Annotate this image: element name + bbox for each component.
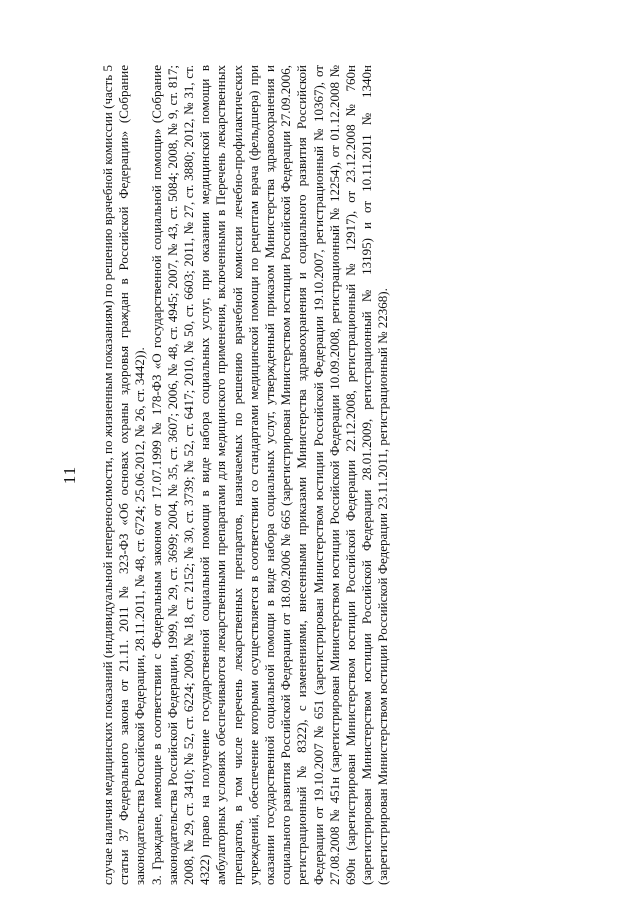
paragraph-continuation: случае наличия медицинских показаний (индивидуальной непереносимости, по жизненным показаниям) по решению врачебной комиссии (часть 5 статьи 37 Федерального закона от 21.11. 2011 № 323-ФЗ «Об основах охраны здоровья граждан в Российской Федерации» (Собрание законодательства Российской Федерации, 28.11.2011, № 48, ст. 6724; 25.06.2012, № 26, ст. 3442)). [100,65,148,885]
page-number: 11 [60,465,79,485]
body-text [100,65,392,885]
paragraph-item-3: 3. Граждане, имеющие в соответствии с Федеральным законом от 17.07.1999 № 178-ФЗ «О государственной социальной помощи» (Собрание законодательства Российской Федерации, 1999, № 29, ст. 3699; 2004, № 35, ст. 3607; 2006, № 48, ст. 4945; 2007, № 43, ст. 5084; 2008, № 9, ст. 817; 2008, № 29, ст. 3410; № 52, ст. 6224; 2009, № 18, ст. 2152; № 30, ст. 3739; № 52, ст. 6417; 2010, № 50, ст. 6603; 2011, № 27, ст. 3880; 2012, № 31, ст. 4322) право на получение государственной социальной помощи в виде набора социальных услуг, при оказании медицинской помощи в амбулаторных условиях обеспечиваются лекарственными препаратами для медицинского применения, включенными в Перечень лекарственных препаратов, в том числе перечень лекарственных препаратов, назначаемых по решению врачебной комиссии лечебно-профилактических учреждений, обеспечение которыми осуществляется в соответствии со стандартами медицинской помощи по рецептам врача (фельдшера) при оказании государственной социальной помощи в виде набора социальных услуг, утвержденный приказом Министерства здравоохранения и социального развития Российской Федерации от 18.09.2006 № 665 (зарегистрирован Министерством юстиции Российской Федерации 27.09.2006, регистрационный № 8322), с изменениями, внесенными приказами Министерства здравоохранения и социального развития Российской Федерации от 19.10.2007 № 651 (зарегистрирован Министерством юстиции Российской Федерации 19.10.2007, регистрационный № 10367), от 27.08.2008 № 451н (зарегистрирован Министерством юстиции Российской Федерации 10.09.2008, регистрационный № 12254), от 01.12.2008 № 690н (зарегистрирован Министерством юстиции Российской Федерации 22.12.2008, регистрационный № 12917), от 23.12.2008 № 760н (зарегистрирован Министерством юстиции Российской Федерации 28.01.2009, регистрационный № 13195) и от 10.11.2011 № 1340н (зарегистрирован Министерством юстиции Российской Федерации 23.11.2011, регистрационный № 22368). [148,65,391,885]
rotated-content [60,65,455,885]
